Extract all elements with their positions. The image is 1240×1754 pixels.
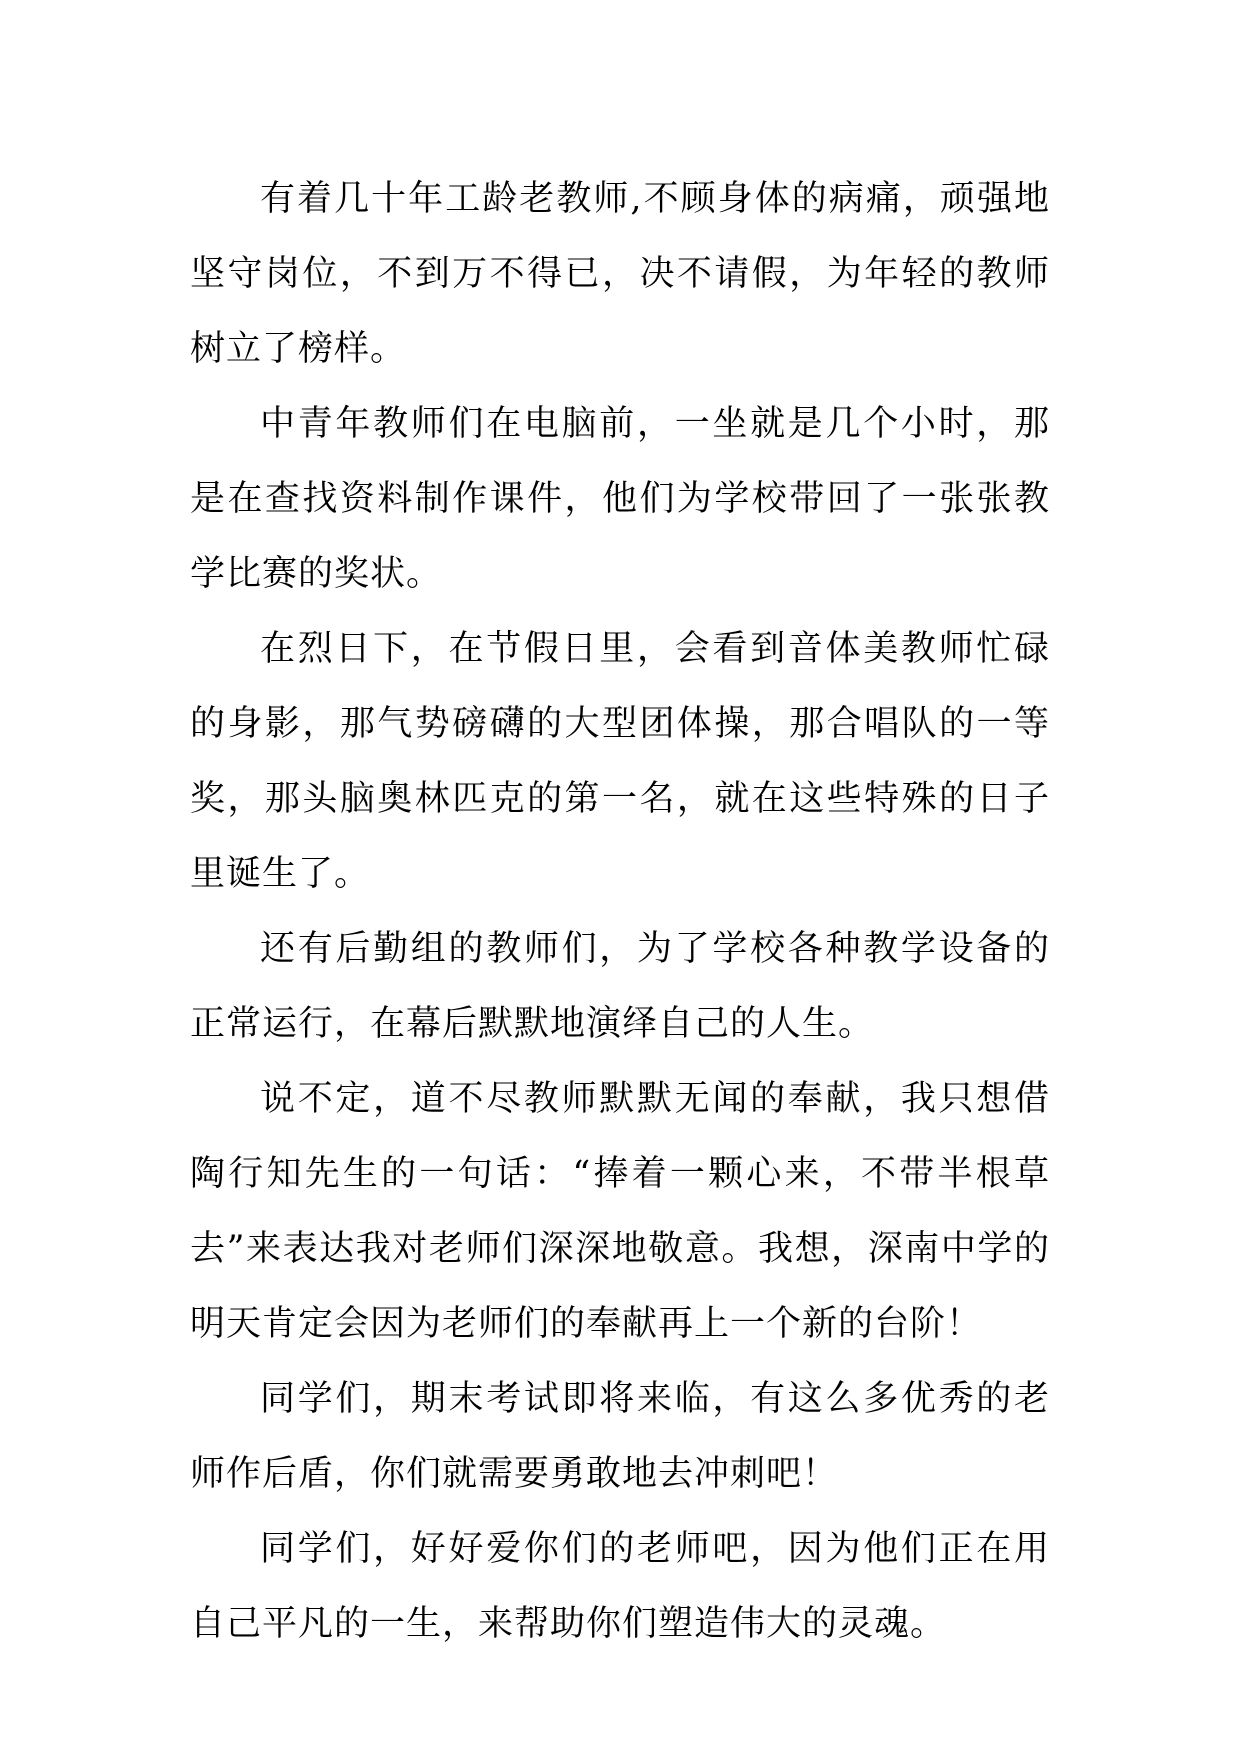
paragraph-2: 中青年教师们在电脑前，一坐就是几个小时，那是在查找资料制作课件，他们为学校带回了一张张教学比赛的奖状。 (190, 404, 1050, 594)
paragraph-3: 在烈日下，在节假日里，会看到音体美教师忙碌的身影，那气势磅礴的大型团体操，那合唱队的一等奖，那头脑奥林匹克的第一名，就在这些特殊的日子里诞生了。 (190, 629, 1050, 894)
paragraph-7: 同学们，好好爱你们的老师吧，因为他们正在用自己平凡的一生，来帮助你们塑造伟大的灵魂。 (190, 1529, 1050, 1644)
paragraph-4: 还有后勤组的教师们，为了学校各种教学设备的正常运行，在幕后默默地演绎自己的人生。 (190, 929, 1050, 1044)
paragraph-6: 同学们，期末考试即将来临，有这么多优秀的老师作后盾，你们就需要勇敢地去冲刺吧！ (190, 1379, 1050, 1494)
paragraph-5: 说不定，道不尽教师默默无闻的奉献，我只想借陶行知先生的一句话：“捧着一颗心来，不带半根草去”来表达我对老师们深深地敬意。我想，深南中学的明天肯定会因为老师们的奉献再上一个新的台阶！ (190, 1079, 1050, 1344)
paragraph-1: 有着几十年工龄老教师,不顾身体的病痛，顽强地坚守岗位，不到万不得已，决不请假，为年轻的教师树立了榜样。 (190, 179, 1050, 369)
